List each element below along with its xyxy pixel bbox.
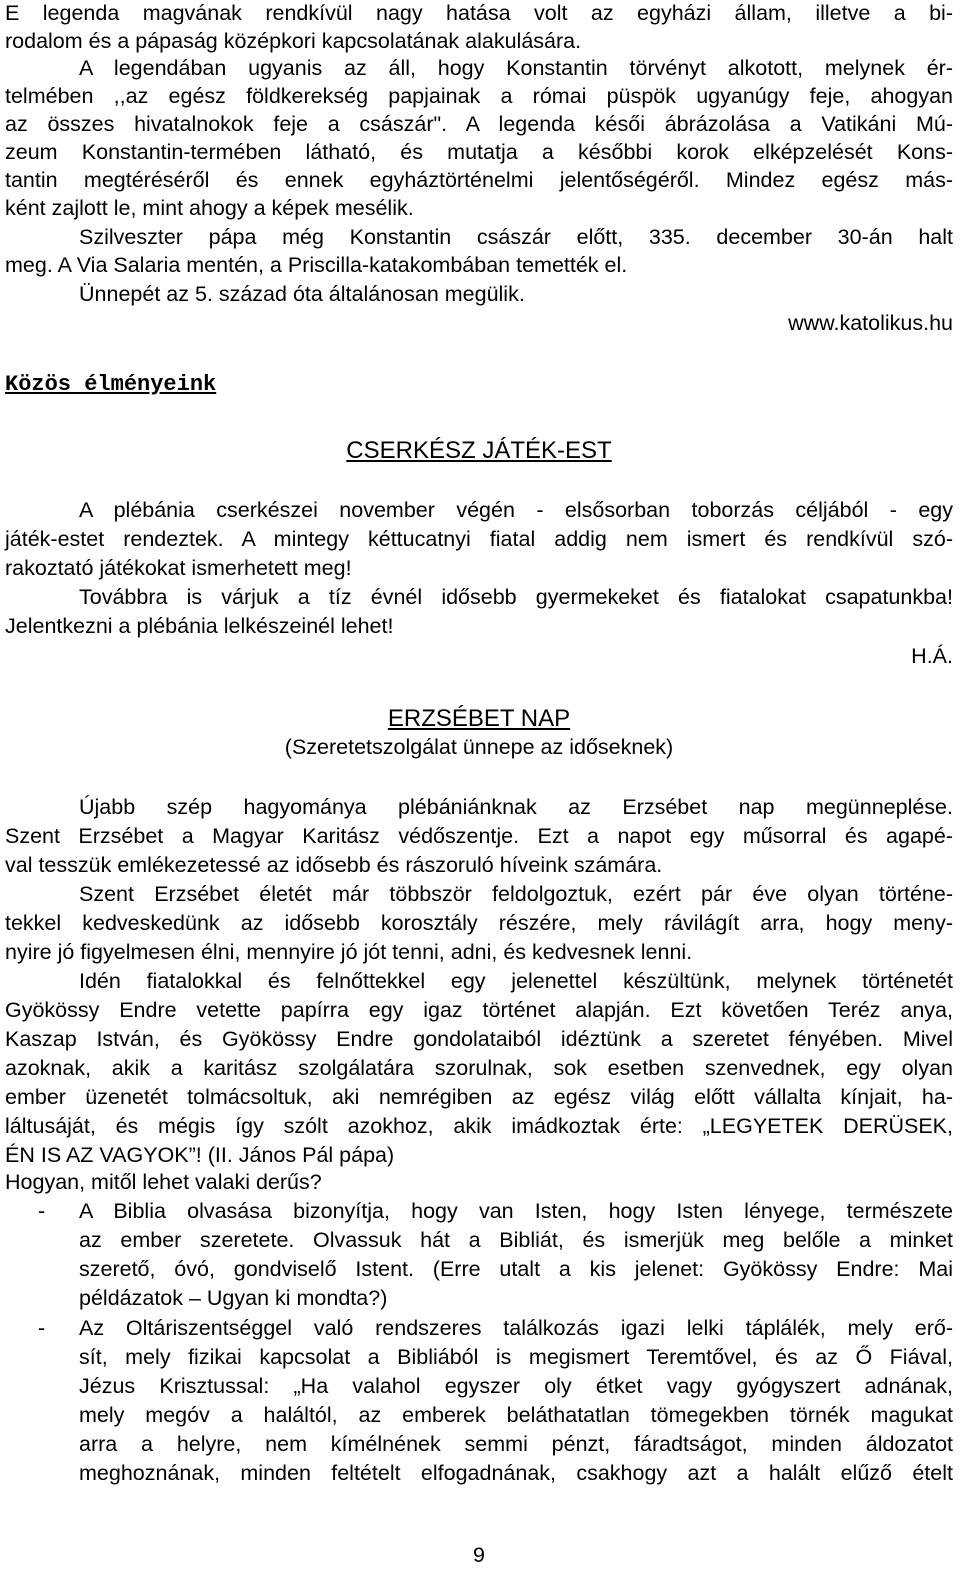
section-title: Közös élményeink — [5, 372, 217, 397]
source-url: www.katolikus.hu — [788, 311, 953, 335]
scout-line: rakoztató játékokat ismerhetett meg! — [5, 556, 352, 580]
elizabeth-line: tekkel kedveskedünk az idősebb korosztály részére, mely rávilágít arra, hogy meny- — [5, 911, 953, 935]
elizabeth-line: Gyökössy Endre vetette papírra egy igaz történet alapján. Ezt követően Teréz anya, — [5, 998, 953, 1022]
elizabeth-line: láltusáját, és mégis így szólt azokhoz, akik imádkoztak érte: „LEGYETEK DERÜSEK, — [5, 1114, 953, 1138]
elizabeth-line: Idén fiatalokkal és felnőttekkel egy jelenettel készültünk, melynek történetét — [79, 969, 953, 993]
scout-line: A plébánia cserkészei november végén - elsősorban toborzás céljából - egy — [79, 498, 953, 522]
intro-line: Szilveszter pápa még Konstantin császár előtt, 335. december 30-án halt — [79, 225, 953, 249]
list-dash: - — [38, 1199, 46, 1223]
list-item-line: példázatok – Ugyan ki mondta?) — [79, 1286, 388, 1310]
list-item-line: sít, mely fizikai kapcsolat a Bibliából is megismert Teremtővel, és az Ő Fiával, — [79, 1345, 953, 1369]
list-item-line: meghoznának, minden feltételt elfogadnának, csakhogy azt a halált elűző ételt — [79, 1461, 953, 1485]
elizabeth-line: Hogyan, mitől lehet valaki derűs? — [5, 1170, 322, 1194]
intro-line: rodalom és a pápaság középkori kapcsolatának alakulására. — [5, 29, 582, 53]
intro-line: meg. A Via Salaria mentén, a Priscilla-katakombában temették el. — [5, 253, 628, 277]
elizabeth-line: nyire jó figyelmesen élni, mennyire jó jót tenni, adni, és kedvesnek lenni. — [5, 940, 693, 964]
list-item-line: A Biblia olvasása bizonyítja, hogy van Isten, hogy Isten lényege, természete — [79, 1199, 953, 1223]
list-item-line: mely megóv a haláltól, az emberek beláthatatlan tömegekben törnék magukat — [79, 1403, 953, 1427]
elizabeth-line: val tesszük emlékezetessé az idősebb és rászoruló híveink számára. — [5, 853, 663, 877]
page-number: 9 — [473, 1543, 485, 1567]
intro-line: A legendában ugyanis az áll, hogy Konstantin törvényt alkotott, melynek ér- — [79, 56, 953, 80]
elizabeth-line: Szent Erzsébet a Magyar Karitász védőszentje. Ezt a napot egy műsorral és agapé- — [5, 824, 953, 848]
intro-line: telmében ,,az egész földkerekség papjainak a római püspök ugyanúgy feje, ahogyan — [5, 84, 953, 108]
list-item-line: Az Oltáriszentséggel való rendszeres találkozás igazi lelki táplálék, mely erő- — [79, 1316, 953, 1340]
intro-line: zeum Konstantin-termében látható, és mutatja a későbbi korok elképzelését Kons- — [5, 140, 953, 164]
elizabeth-line: Kaszap István, és Gyökössy Endre gondolataiból idéztünk a szeretet fényében. Mivel — [5, 1027, 953, 1051]
article-title-scout: CSERKÉSZ JÁTÉK-EST — [346, 437, 612, 464]
elizabeth-line: Szent Erzsébet életét már többször feldolgoztuk, ezért pár éve olyan történe- — [79, 882, 953, 906]
list-item-line: arra a helyre, nem kímélnének semmi pénzt, fáradtságot, minden áldozatot — [79, 1432, 953, 1456]
list-item-line: az ember szeretete. Olvassuk hát a Bibliát, és ismerjük meg belőle a minket — [79, 1228, 953, 1252]
article-title-elizabeth: ERZSÉBET NAP — [387, 705, 571, 732]
elizabeth-line: azoknak, akik a karitász szolgálatára szorulnak, sok esetben szenvednek, egy olyan — [5, 1056, 953, 1080]
scout-line: Továbbra is várjuk a tíz évnél idősebb gyermekeket és fiatalokat csapatunkba! — [79, 585, 953, 609]
article-subtitle: (Szeretetszolgálat ünnepe az időseknek) — [284, 735, 674, 759]
list-item-line: szerető, óvó, gondviselő Istent. (Erre utalt a kis jelenet: Gyökössy Endre: Mai — [79, 1257, 953, 1281]
intro-line: E legenda magvának rendkívül nagy hatása volt az egyházi állam, illetve a bi- — [5, 1, 953, 25]
elizabeth-line: ÉN IS AZ VAGYOK”! (II. János Pál pápa) — [5, 1143, 395, 1167]
scout-line: játék-estet rendeztek. A mintegy kéttucatnyi fiatal addig nem ismert és rendkívül szó- — [5, 527, 953, 551]
list-dash: - — [38, 1316, 46, 1340]
elizabeth-line: ember üzenetét tolmácsoltuk, aki nemrégiben az egész világ előtt vállalta kínjait, ha- — [5, 1085, 953, 1109]
intro-line: ként zajlott le, mint ahogy a képek mesélik. — [5, 196, 414, 220]
elizabeth-line: Újabb szép hagyománya plébániánknak az Erzsébet nap megünneplése. — [79, 795, 953, 819]
intro-line: Ünnepét az 5. század óta általánosan megülik. — [79, 282, 525, 306]
list-item-line: Jézus Krisztussal: „Ha valahol egyszer oly étket vagy gyógyszert adnának, — [79, 1374, 953, 1398]
article-signature: H.Á. — [911, 644, 953, 668]
intro-line: az összes hivatalnokok feje a császár". A legenda késői ábrázolása a Vatikáni Mú- — [5, 112, 953, 136]
scout-line: Jelentkezni a plébánia lelkészeinél lehet! — [5, 614, 394, 638]
intro-line: tantin megtéréséről és ennek egyháztörténelmi jelentőségéről. Mindez egész más- — [5, 168, 953, 192]
